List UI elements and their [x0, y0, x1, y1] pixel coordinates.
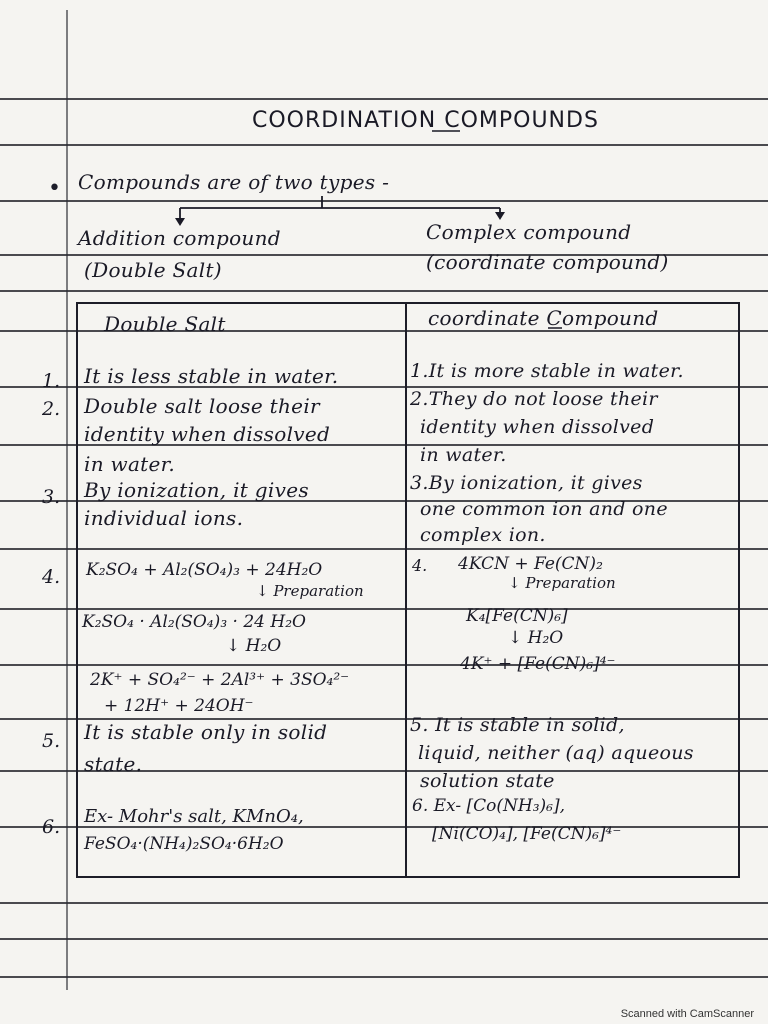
row-right-text: in water.	[420, 444, 507, 466]
row-number: 5.	[42, 730, 61, 752]
row-number: 4.	[412, 556, 428, 575]
left-reaction-line: K₂SO₄ + Al₂(SO₄)₃ + 24H₂O	[86, 560, 323, 580]
left-reaction-line: + 12H⁺ + 24OH⁻	[104, 696, 254, 716]
row-right-text: solution state	[420, 770, 555, 792]
row-right-text: [Ni(CO)₄], [Fe(CN)₆]⁴⁻	[432, 824, 622, 844]
type-left-line2: (Double Salt)	[84, 258, 222, 282]
row-number: 1.	[42, 370, 61, 392]
row-left-text: It is less stable in water.	[84, 364, 339, 388]
right-reaction-line: ↓ Preparation	[508, 574, 616, 592]
row-right-text: liquid, neither (aq) aqueous	[418, 742, 694, 764]
row-left-text: Double salt loose their	[84, 394, 320, 418]
row-right-text: 2.They do not loose their	[410, 388, 658, 410]
left-reaction-line: K₂SO₄ · Al₂(SO₄)₃ · 24 H₂O	[82, 612, 306, 632]
row-right-text: 6. Ex- [Co(NH₃)₆],	[412, 796, 565, 816]
row-number: 3.	[42, 486, 61, 508]
header-coordinate-compound: coordinate Compound	[428, 306, 659, 330]
right-reaction-line: K₄[Fe(CN)₆]	[466, 606, 568, 626]
row-right-text: 3.By ionization, it gives	[410, 472, 643, 494]
row-left-text: Ex- Mohr's salt, KMnO₄,	[84, 806, 304, 827]
row-right-text: one common ion and one	[420, 498, 668, 520]
row-left-text: By ionization, it gives	[84, 478, 309, 502]
row-right-text: 5. It is stable in solid,	[410, 714, 625, 736]
row-left-text: in water.	[84, 452, 175, 476]
scanner-watermark: Scanned with CamScanner	[620, 1008, 754, 1020]
type-right-line2: (coordinate compound)	[426, 250, 669, 274]
bullet-dot: •	[48, 176, 61, 201]
row-left-text: state.	[84, 752, 143, 776]
row-left-text: identity when dissolved	[84, 422, 331, 446]
page-title: COORDINATION COMPOUNDS	[252, 108, 599, 133]
row-left-text: individual ions.	[84, 506, 244, 530]
row-number: 4.	[42, 566, 61, 588]
left-reaction-line: ↓ H₂O	[226, 636, 282, 656]
type-left-line1: Addition compound	[78, 226, 281, 250]
left-reaction-line: ↓ Preparation	[256, 582, 364, 600]
row-number: 6.	[42, 816, 61, 838]
type-right-line1: Complex compound	[426, 220, 632, 244]
right-reaction-line: 4KCN + Fe(CN)₂	[458, 554, 603, 574]
row-left-text: It is stable only in solid	[84, 720, 328, 744]
header-double-salt: Double Salt	[104, 312, 226, 336]
row-right-text: identity when dissolved	[420, 416, 655, 438]
row-left-text: FeSO₄·(NH₄)₂SO₄·6H₂O	[84, 834, 284, 854]
right-reaction-line: 4K⁺ + [Fe(CN)₆]⁴⁻	[460, 654, 616, 674]
right-reaction-line: ↓ H₂O	[508, 628, 564, 648]
row-right-text: complex ion.	[420, 524, 546, 546]
left-reaction-line: 2K⁺ + SO₄²⁻ + 2Al³⁺ + 3SO₄²⁻	[90, 670, 350, 690]
row-number: 2.	[42, 398, 61, 420]
row-right-text: 1.It is more stable in water.	[410, 360, 684, 382]
intro-text: Compounds are of two types -	[78, 170, 390, 194]
